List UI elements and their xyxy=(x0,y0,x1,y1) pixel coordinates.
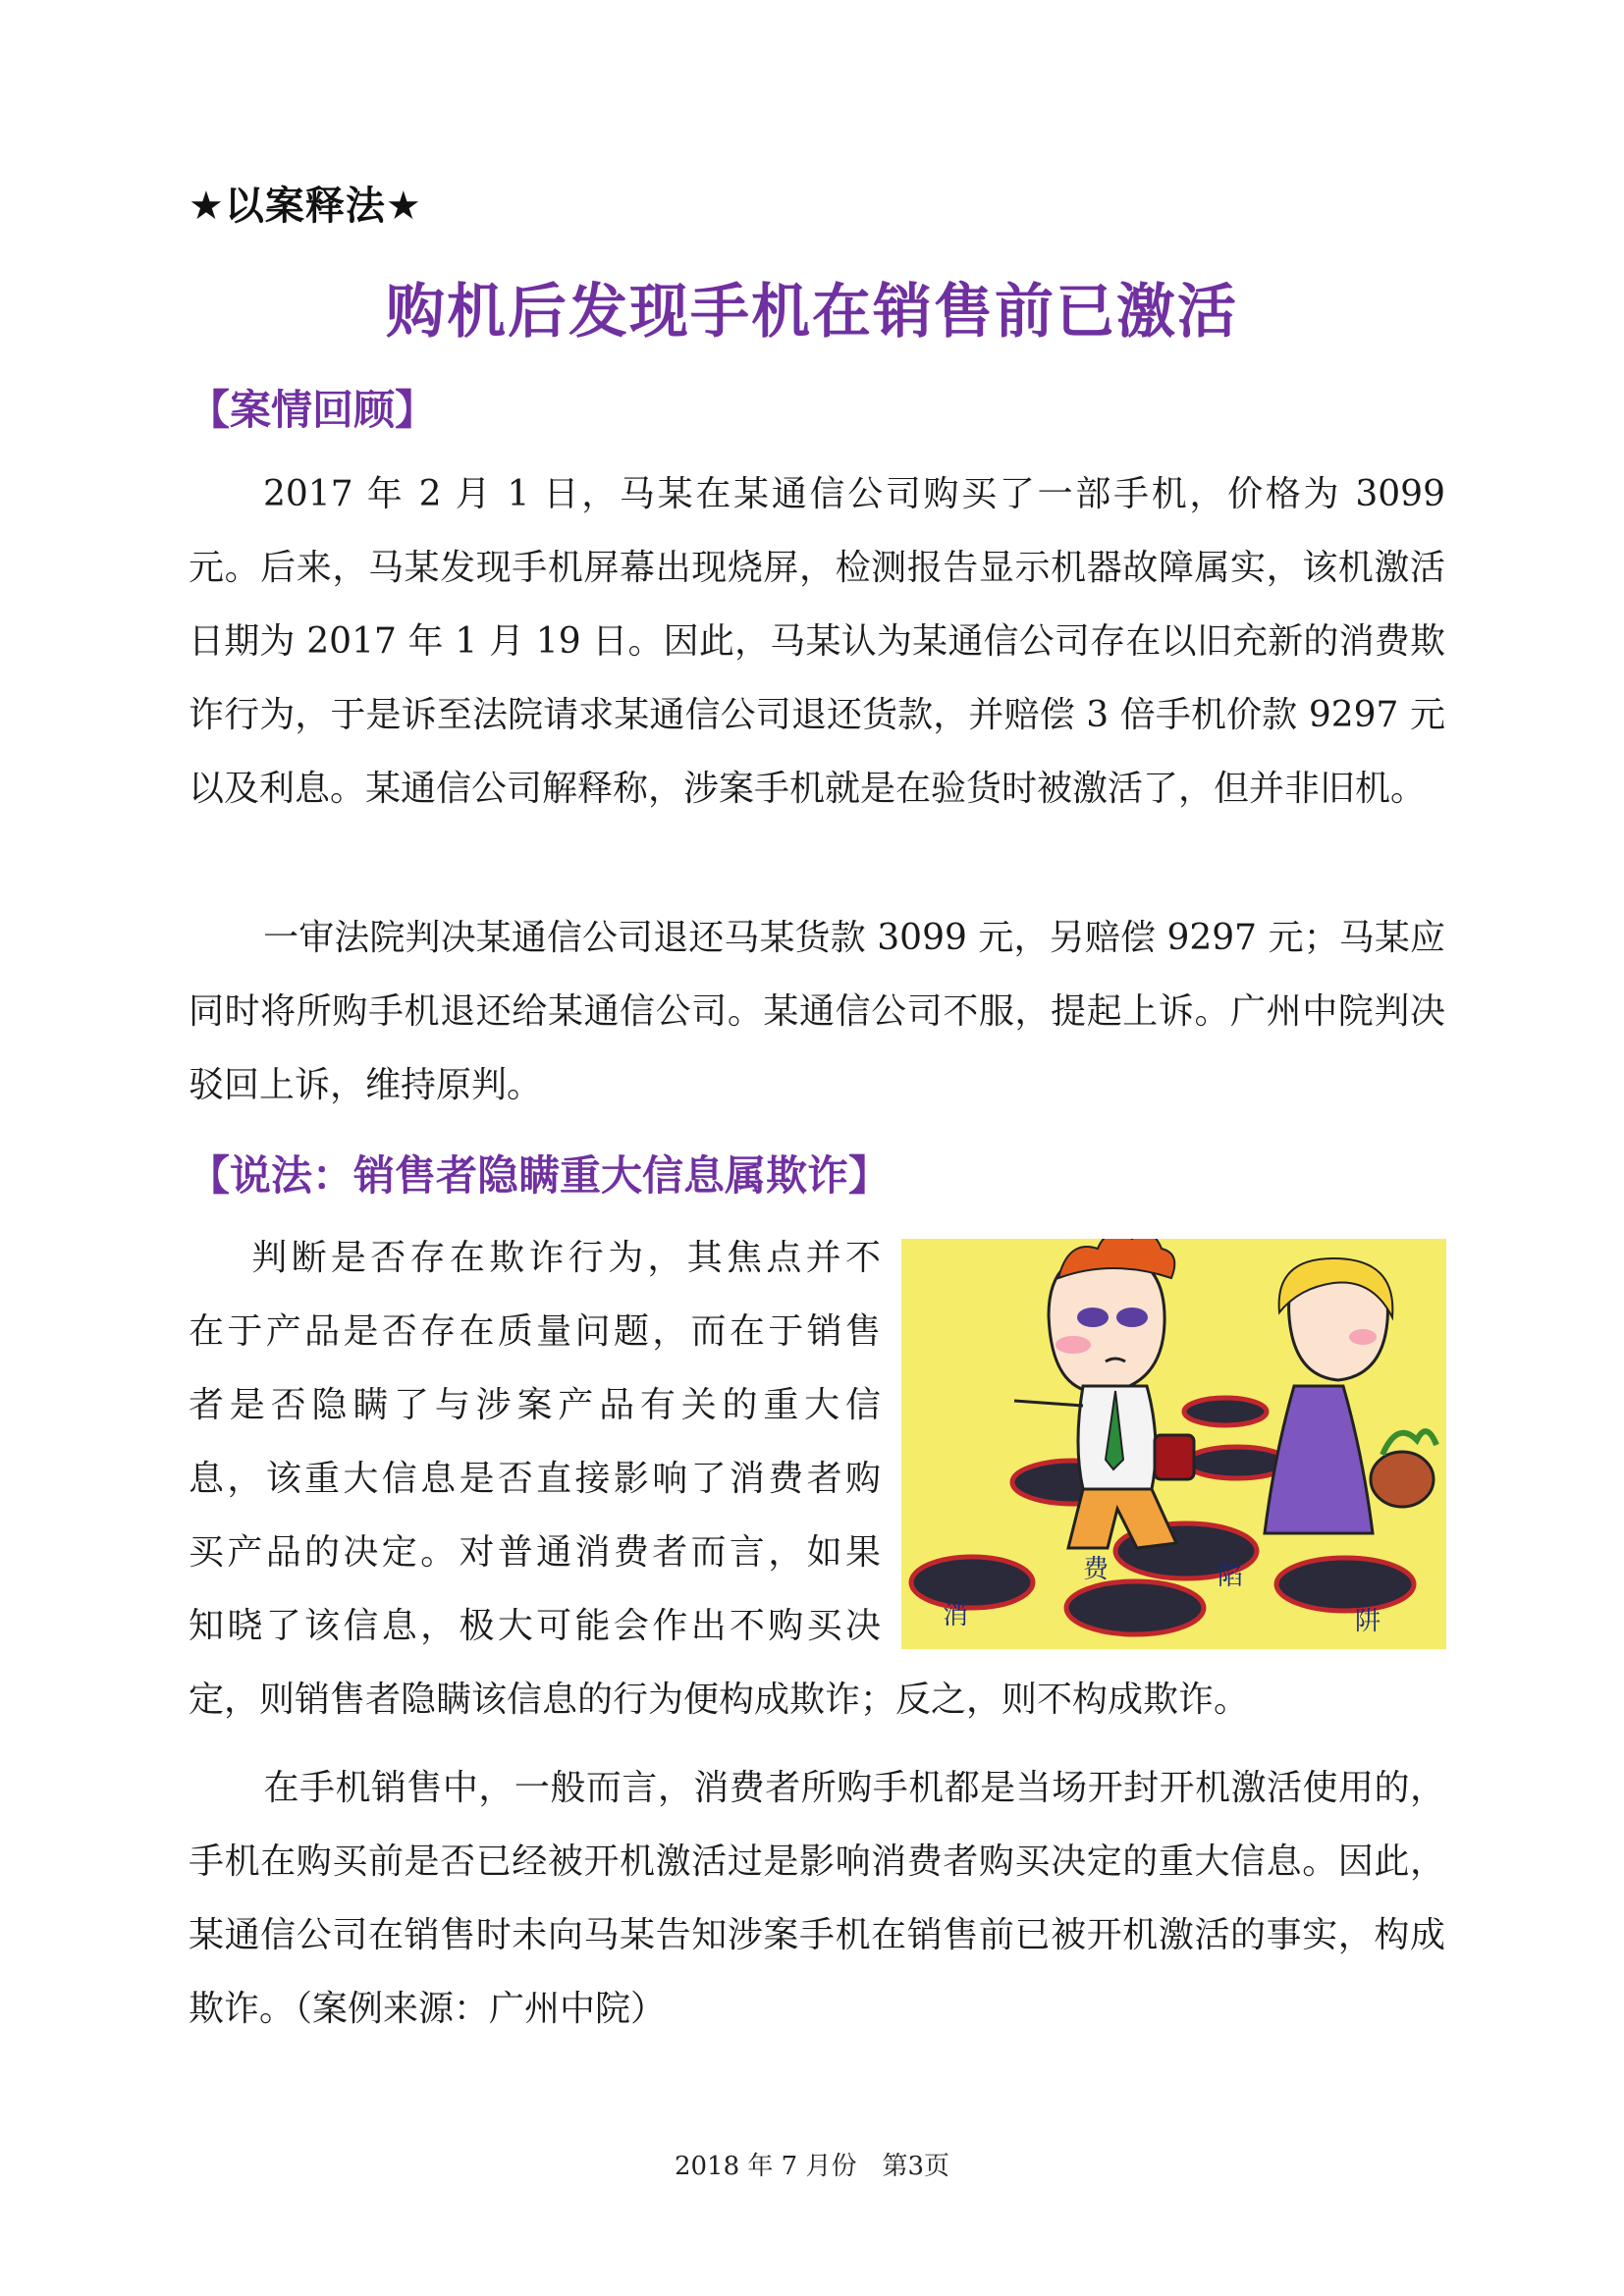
wrap-line: 买产品的决定。对普通消费者而言，如果 xyxy=(189,1532,881,1573)
consumer-trap-cartoon xyxy=(901,1239,1446,1649)
cartoon-illustration xyxy=(901,1239,1446,1649)
article-title: 购机后发现手机在销售前已激活 xyxy=(386,278,1238,347)
label-fei: 费 xyxy=(1083,1555,1110,1584)
case-paragraph-1: 2017 年 2 月 1 日，马某在某通信公司购买了一部手机，价格为 3099 元。后来，马某发现手机屏幕出现烧屏，检测报告显示机器故障属实，该机激活日期为 2017 年 1 月 19 日。因此，马某认为某通信公司存在以旧充新的消费欺诈行为，于是诉至法院请求某通信公司退还货款，并赔偿 3 倍手机价款 9297 元以及利息。某通信公司解释称，涉案手机就是在验货时被激活了，但并非旧机。 xyxy=(189,474,1445,809)
wrap-line: 知晓了该信息，极大可能会作出不购买决 xyxy=(189,1606,881,1646)
label-xian: 陷 xyxy=(1218,1562,1244,1591)
wrap-line: 判断是否存在欺诈行为，其焦点并不 xyxy=(247,1238,881,1278)
column-kicker: ★以案释法★ xyxy=(189,184,422,229)
label-jing: 阱 xyxy=(1355,1607,1381,1636)
page-footer: 2018 年 7 月份 第3页 xyxy=(674,2152,950,2181)
wrap-line: 息，该重大信息是否直接影响了消费者购 xyxy=(189,1459,881,1499)
wrap-line: 者是否隐瞒了与涉案产品有关的重大信 xyxy=(189,1385,881,1425)
commentary-paragraph-2: 在手机销售中，一般而言，消费者所购手机都是当场开封开机激活使用的，手机在购买前是否已经被开机激活过是影响消费者购买决定的重大信息。因此，某通信公司在销售时未向马某告知涉案手机在销售前已被开机激活的事实，构成欺诈。（案例来源：广州中院） xyxy=(189,1768,1445,2029)
case-paragraph-2: 一审法院判决某通信公司退还马某货款 3099 元，另赔偿 9297 元；马某应同时将所购手机退还给某通信公司。某通信公司不服，提起上诉。广州中院判决驳回上诉，维持原判。 xyxy=(189,918,1445,1105)
wrap-line: 在于产品是否存在质量问题，而在于销售 xyxy=(189,1311,881,1352)
section-heading-case-review: 【案情回顾】 xyxy=(189,386,437,434)
label-xiao: 消 xyxy=(943,1601,969,1630)
section-heading-legal-commentary: 【说法：销售者隐瞒重大信息属欺诈】 xyxy=(189,1151,891,1200)
wrap-line: 定，则销售者隐瞒该信息的行为便构成欺诈；反之，则不构成欺诈。 xyxy=(189,1680,1250,1720)
